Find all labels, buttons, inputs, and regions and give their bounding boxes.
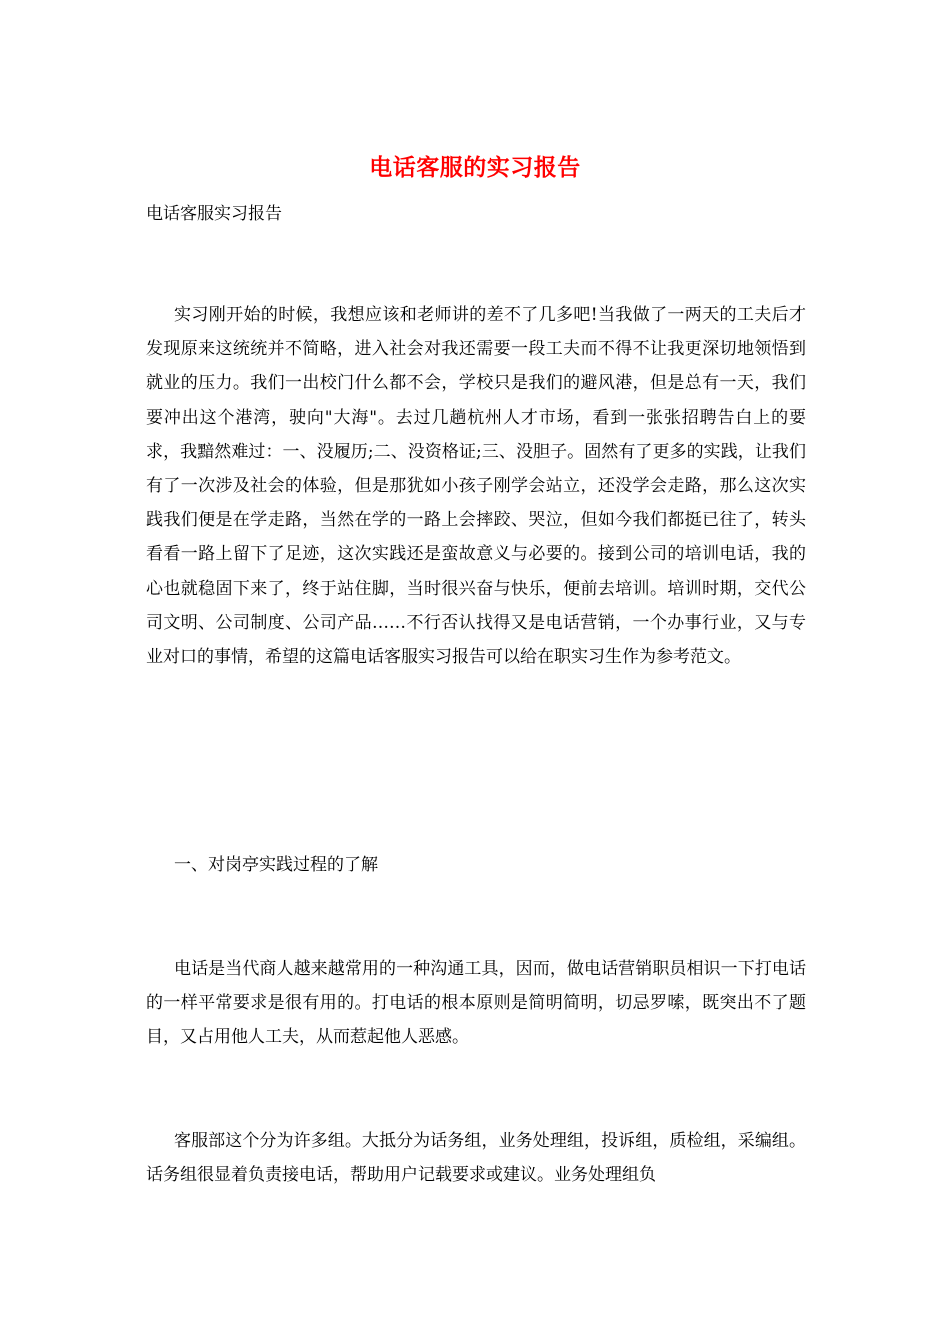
body-paragraph: 电话是当代商人越来越常用的一种沟通工具，因而，做电话营销职员相识一下打电话的一样平常要求是很有用的。打电话的根本原则是简明简明，切忌罗嗦，既突出不了题目，又占用他人工夫，从而惹起他人恶感。 xyxy=(146,959,806,1048)
body-paragraph: 客服部这个分为许多组。大抵分为话务组，业务处理组，投诉组，质检组，采编组。话务组很显着负责接电话，帮助用户记载要求或建议。业务处理组负 xyxy=(146,1131,806,1186)
document-subtitle: 电话客服实习报告 xyxy=(146,204,282,224)
body-paragraph: 实习刚开始的时候，我想应该和老师讲的差不了几多吧!当我做了一两天的工夫后才发现原来这统统并不简略，进入社会对我还需要一段工夫而不得不让我更深切地领悟到就业的压力。我们一出校门什么都不会，学校只是我们的避风港，但是总有一天，我们要冲出这个港湾，驶向"大海"。去过几趟杭州人才市场，看到一张张招聘告白上的要求，我黯然难过：一、没履历;二、没资格证;三、没胆子。固然有了更多的实践，让我们有了一次涉及社会的体验，但是那犹如小孩子刚学会站立，还没学会走路，那么这次实践我们便是在学走路，当然在学的一路上会摔跤、哭泣，但如今我们都挺已往了，转头看看一路上留下了足迹，这次实践还是蛮故意义与必要的。接到公司的培训电话，我的心也就稳固下来了，终于站住脚，当时很兴奋与快乐，便前去培训。培训时期，交代公司文明、公司制度、公司产品……不行否认找得又是电话营销，一个办事行业，又与专业对口的事情，希望的这篇电话客服实习报告可以给在职实习生作为参考范文。 xyxy=(146,305,806,668)
section-heading: 一、对岗亭实践过程的了解 xyxy=(174,855,378,875)
document-title: 电话客服的实习报告 xyxy=(369,154,581,181)
